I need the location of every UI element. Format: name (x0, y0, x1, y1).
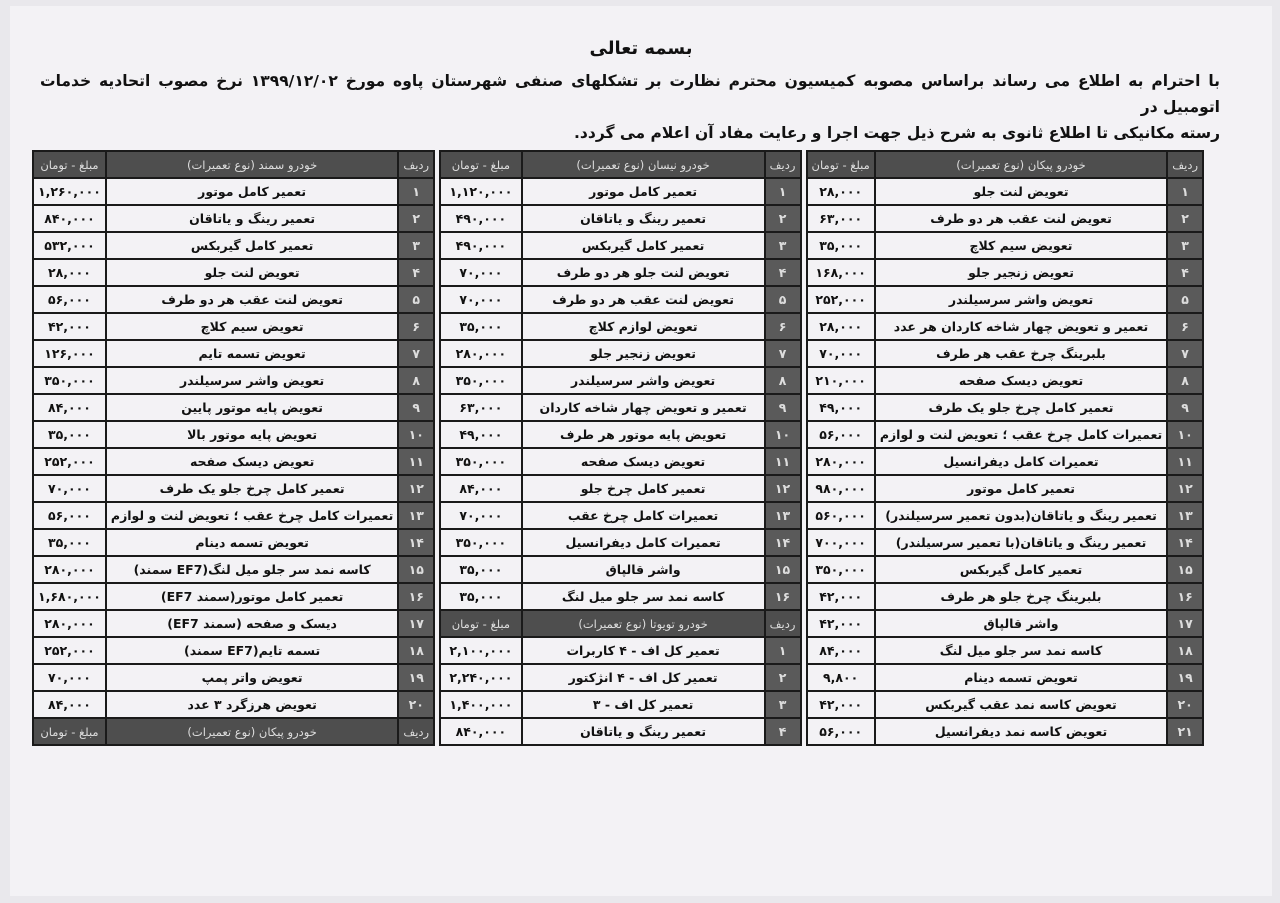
repair-price: ۴۲,۰۰۰ (807, 691, 875, 718)
table-row (807, 340, 1203, 367)
row-number: ۲۰ (398, 691, 434, 718)
repair-description: تعمیر کل اف - ۳ (522, 691, 765, 718)
repair-description: تعمیر رینگ و یاتاقان(با تعمیر سرسیلندر) (875, 529, 1167, 556)
col-price: مبلغ - تومان (440, 151, 522, 178)
repair-description: تعمیر کل اف - ۴ کاربرات (522, 637, 765, 664)
row-number: ۳ (765, 232, 801, 259)
repair-price: ۳۵۰,۰۰۰ (440, 367, 522, 394)
repair-price: ۷۰,۰۰۰ (33, 664, 106, 691)
repair-description: تعویض لوازم کلاچ (522, 313, 765, 340)
row-number: ۱۳ (1167, 502, 1203, 529)
row-number: ۸ (765, 367, 801, 394)
repair-price: ۳۵,۰۰۰ (440, 556, 522, 583)
table-row (440, 529, 800, 556)
table-row (440, 313, 800, 340)
repair-description: کاسه نمد سر جلو میل لنگ (875, 637, 1167, 664)
row-number: ۲ (765, 664, 801, 691)
repair-price: ۲۸۰,۰۰۰ (440, 340, 522, 367)
table-row (807, 664, 1203, 691)
repair-description: واشر قالپاق (875, 610, 1167, 637)
repair-description: تعویض پایه موتور بالا (106, 421, 398, 448)
row-number: ۱۱ (1167, 448, 1203, 475)
repair-price: ۴۹۰,۰۰۰ (440, 232, 522, 259)
table-row (33, 637, 434, 664)
repair-price: ۸۴۰,۰۰۰ (440, 718, 522, 745)
repair-description: تعویض تسمه تایم (106, 340, 398, 367)
repair-description: تعویض پایه موتور هر طرف (522, 421, 765, 448)
repair-description: تعمیر کل اف - ۴ انژکتور (522, 664, 765, 691)
repair-price: ۲۸۰,۰۰۰ (807, 448, 875, 475)
repair-price: ۵۶,۰۰۰ (807, 718, 875, 745)
repair-description: تعویض کاسه نمد عقب گیربکس (875, 691, 1167, 718)
repair-price: ۹۸۰,۰۰۰ (807, 475, 875, 502)
repair-description: تعمیر کامل گیربکس (106, 232, 398, 259)
repair-price: ۱۲۶,۰۰۰ (33, 340, 106, 367)
repair-description: تعمیر رینگ و یاتاقان (522, 718, 765, 745)
row-number: ۲۰ (1167, 691, 1203, 718)
table-row (440, 367, 800, 394)
row-number: ۱۳ (398, 502, 434, 529)
table-row (807, 637, 1203, 664)
table-row (807, 232, 1203, 259)
repair-description: تعمیرات کامل چرخ عقب (522, 502, 765, 529)
repair-price: ۲۱۰,۰۰۰ (807, 367, 875, 394)
repair-description: تعمیر کامل موتور (106, 178, 398, 205)
repair-price: ۱,۶۸۰,۰۰۰ (33, 583, 106, 610)
table-row (807, 691, 1203, 718)
repair-price: ۱,۲۶۰,۰۰۰ (33, 178, 106, 205)
peykan-header (807, 151, 1203, 178)
row-number: ۳ (765, 691, 801, 718)
repair-description: تعویض واشر سرسیلندر (875, 286, 1167, 313)
row-number: ۱۷ (398, 610, 434, 637)
col-radif: ردیف (765, 610, 801, 637)
table-row (807, 556, 1203, 583)
table-row (33, 313, 434, 340)
table-row (33, 178, 434, 205)
table-row (33, 340, 434, 367)
row-number: ۷ (398, 340, 434, 367)
table-row (807, 475, 1203, 502)
row-number: ۱۲ (765, 475, 801, 502)
table-row (807, 313, 1203, 340)
col-desc: خودرو پیکان (نوع تعمیرات) (875, 151, 1167, 178)
row-number: ۲ (765, 205, 801, 232)
row-number: ۵ (398, 286, 434, 313)
repair-price: ۹,۸۰۰ (807, 664, 875, 691)
repair-price: ۳۵۰,۰۰۰ (807, 556, 875, 583)
table-row (807, 178, 1203, 205)
repair-description: تعمیرات کامل چرخ عقب ؛ تعویض لنت و لوازم (875, 421, 1167, 448)
row-number: ۱۲ (398, 475, 434, 502)
nissan-toyota-table (439, 150, 801, 746)
table-row (33, 502, 434, 529)
table-row (807, 367, 1203, 394)
intro-line-1: با احترام به اطلاع می رساند براساس مصوبه کمیسیون محترم نظارت بر تشکلهای صنفی شهرستان پاوه مورخ ۱۳۹۹/۱۲/۰۲ نرخ مصوب اتحادیه خدمات اتومبیل در (40, 72, 1221, 116)
repair-price: ۷۰,۰۰۰ (807, 340, 875, 367)
row-number: ۱۰ (765, 421, 801, 448)
row-number: ۱۲ (1167, 475, 1203, 502)
repair-price: ۱,۱۲۰,۰۰۰ (440, 178, 522, 205)
row-number: ۱۴ (398, 529, 434, 556)
repair-price: ۲۸۰,۰۰۰ (33, 610, 106, 637)
repair-price: ۶۳,۰۰۰ (440, 394, 522, 421)
row-number: ۱۵ (765, 556, 801, 583)
table-row (33, 664, 434, 691)
repair-price: ۲۵۲,۰۰۰ (33, 637, 106, 664)
table-row (33, 421, 434, 448)
table-row (807, 529, 1203, 556)
row-number: ۶ (765, 313, 801, 340)
repair-price: ۳۵,۰۰۰ (807, 232, 875, 259)
repair-description: تعمیر کامل موتور(سمند EF7) (106, 583, 398, 610)
repair-price: ۴۲,۰۰۰ (807, 610, 875, 637)
row-number: ۱ (765, 637, 801, 664)
col-price: مبلغ - تومان (807, 151, 875, 178)
table-row (33, 259, 434, 286)
col-radif: ردیف (1167, 151, 1203, 178)
row-number: ۵ (765, 286, 801, 313)
repair-price: ۳۵,۰۰۰ (33, 529, 106, 556)
repair-description: بلبرینگ چرخ جلو هر طرف (875, 583, 1167, 610)
row-number: ۱۹ (1167, 664, 1203, 691)
table-row (807, 259, 1203, 286)
table-row (807, 502, 1203, 529)
repair-description: تعمیر کامل گیربکس (875, 556, 1167, 583)
row-number: ۳ (398, 232, 434, 259)
repair-price: ۴۹۰,۰۰۰ (440, 205, 522, 232)
row-number: ۷ (765, 340, 801, 367)
table-row (807, 205, 1203, 232)
repair-price: ۷۰,۰۰۰ (440, 502, 522, 529)
repair-description: تعمیر کامل موتور (875, 475, 1167, 502)
table-row (440, 718, 800, 745)
repair-description: تعویض دیسک صفحه (106, 448, 398, 475)
table-row (440, 664, 800, 691)
repair-price: ۸۴۰,۰۰۰ (33, 205, 106, 232)
repair-description: تعمیرات کامل دیفرانسیل (522, 529, 765, 556)
table-row (440, 691, 800, 718)
row-number: ۱۸ (1167, 637, 1203, 664)
row-number: ۱۹ (398, 664, 434, 691)
repair-description: تعویض لنت جلو (106, 259, 398, 286)
repair-price: ۳۵۰,۰۰۰ (33, 367, 106, 394)
table-row (33, 232, 434, 259)
row-number: ۲ (398, 205, 434, 232)
price-tables (32, 150, 1204, 746)
col-radif: ردیف (398, 151, 434, 178)
repair-price: ۸۴,۰۰۰ (440, 475, 522, 502)
repair-price: ۳۵۰,۰۰۰ (440, 529, 522, 556)
repair-price: ۴۹,۰۰۰ (807, 394, 875, 421)
repair-description: تعویض تسمه دینام (875, 664, 1167, 691)
repair-description: تعمیر رینگ و یاتاقان(بدون تعمیر سرسیلندر) (875, 502, 1167, 529)
repair-price: ۸۴,۰۰۰ (33, 691, 106, 718)
table-row (33, 475, 434, 502)
nissan-header (440, 151, 800, 178)
repair-description: تعویض هرزگرد ۳ عدد (106, 691, 398, 718)
row-number: ۷ (1167, 340, 1203, 367)
repair-price: ۴۹,۰۰۰ (440, 421, 522, 448)
row-number: ۸ (398, 367, 434, 394)
repair-description: تعمیر و تعویض چهار شاخه کاردان هر عدد (875, 313, 1167, 340)
repair-description: کاسه نمد سر جلو میل لنگ (522, 583, 765, 610)
repair-price: ۶۳,۰۰۰ (807, 205, 875, 232)
row-number: ۴ (398, 259, 434, 286)
repair-description: تعویض تسمه دینام (106, 529, 398, 556)
table-row (807, 448, 1203, 475)
table-row (33, 556, 434, 583)
table-row (807, 421, 1203, 448)
row-number: ۱۵ (398, 556, 434, 583)
table-row (440, 286, 800, 313)
row-number: ۹ (1167, 394, 1203, 421)
repair-price: ۲,۱۰۰,۰۰۰ (440, 637, 522, 664)
peykan-table (806, 150, 1204, 746)
repair-price: ۸۴,۰۰۰ (33, 394, 106, 421)
table-row (440, 232, 800, 259)
repair-price: ۵۶۰,۰۰۰ (807, 502, 875, 529)
row-number: ۳ (1167, 232, 1203, 259)
repair-price: ۸۴,۰۰۰ (807, 637, 875, 664)
repair-description: تسمه تایم(EF7 سمند) (106, 637, 398, 664)
toyota-header (440, 610, 800, 637)
repair-price: ۷۰۰,۰۰۰ (807, 529, 875, 556)
repair-price: ۲۸۰,۰۰۰ (33, 556, 106, 583)
repair-price: ۳۵,۰۰۰ (33, 421, 106, 448)
table-row (807, 718, 1203, 745)
table-row (33, 205, 434, 232)
repair-description: کاسه نمد سر جلو میل لنگ(EF7 سمند) (106, 556, 398, 583)
table-row (807, 394, 1203, 421)
row-number: ۶ (1167, 313, 1203, 340)
repair-price: ۲۵۲,۰۰۰ (807, 286, 875, 313)
repair-description: تعویض لنت عقب هر دو طرف (522, 286, 765, 313)
intro-line-2: رسته مکانیکی تا اطلاع ثانوی به شرح ذیل جهت اجرا و رعایت مفاد آن اعلام می گردد. (574, 124, 1220, 142)
table-row (33, 691, 434, 718)
row-number: ۱۱ (398, 448, 434, 475)
repair-description: تعمیر کامل چرخ جلو یک طرف (875, 394, 1167, 421)
repair-description: تعمیر کامل گیربکس (522, 232, 765, 259)
repair-description: تعویض سیم کلاچ (106, 313, 398, 340)
table-row (440, 421, 800, 448)
row-number: ۵ (1167, 286, 1203, 313)
table-row (33, 583, 434, 610)
repair-description: تعویض لنت عقب هر دو طرف (106, 286, 398, 313)
row-number: ۱۱ (765, 448, 801, 475)
repair-price: ۵۶,۰۰۰ (33, 286, 106, 313)
repair-price: ۷۰,۰۰۰ (33, 475, 106, 502)
row-number: ۱۶ (398, 583, 434, 610)
table-row (440, 583, 800, 610)
table-row (33, 394, 434, 421)
row-number: ۴ (1167, 259, 1203, 286)
table-row (33, 529, 434, 556)
row-number: ۱۰ (1167, 421, 1203, 448)
samand-header (33, 151, 434, 178)
table-row (440, 502, 800, 529)
table-row (440, 178, 800, 205)
repair-price: ۲,۲۴۰,۰۰۰ (440, 664, 522, 691)
repair-description: تعویض سیم کلاچ (875, 232, 1167, 259)
repair-price: ۱۶۸,۰۰۰ (807, 259, 875, 286)
repair-description: تعمیر رینگ و یاتاقان (106, 205, 398, 232)
repair-price: ۵۶,۰۰۰ (33, 502, 106, 529)
table-row (440, 556, 800, 583)
repair-price: ۳۵,۰۰۰ (440, 313, 522, 340)
samand-footer (33, 718, 434, 745)
repair-description: تعویض پایه موتور پایین (106, 394, 398, 421)
repair-description: تعویض واتر پمپ (106, 664, 398, 691)
repair-description: تعویض واشر سرسیلندر (522, 367, 765, 394)
col-desc: خودرو سمند (نوع تعمیرات) (106, 151, 398, 178)
repair-description: واشر قالپاق (522, 556, 765, 583)
row-number: ۱ (1167, 178, 1203, 205)
row-number: ۹ (398, 394, 434, 421)
repair-price: ۷۰,۰۰۰ (440, 286, 522, 313)
repair-description: تعویض زنجیر جلو (875, 259, 1167, 286)
row-number: ۴ (765, 718, 801, 745)
table-row (33, 286, 434, 313)
repair-description: تعویض واشر سرسیلندر (106, 367, 398, 394)
repair-description: تعمیر کامل موتور (522, 178, 765, 205)
table-row (440, 637, 800, 664)
col-desc: خودرو نیسان (نوع تعمیرات) (522, 151, 765, 178)
row-number: ۱۵ (1167, 556, 1203, 583)
row-number: ۱۷ (1167, 610, 1203, 637)
table-row (440, 205, 800, 232)
repair-price: ۲۸,۰۰۰ (807, 313, 875, 340)
repair-description: تعویض لنت جلو (875, 178, 1167, 205)
row-number: ۱۶ (765, 583, 801, 610)
repair-description: دیسک و صفحه (سمند EF7) (106, 610, 398, 637)
row-number: ۱ (398, 178, 434, 205)
repair-price: ۵۳۲,۰۰۰ (33, 232, 106, 259)
repair-description: تعمیر کامل چرخ جلو (522, 475, 765, 502)
repair-price: ۳۵,۰۰۰ (440, 583, 522, 610)
table-row (33, 610, 434, 637)
table-row (440, 340, 800, 367)
repair-description: بلبرینگ چرخ عقب هر طرف (875, 340, 1167, 367)
col-price: مبلغ - تومان (33, 718, 106, 745)
row-number: ۱۰ (398, 421, 434, 448)
repair-description: تعویض زنجیر جلو (522, 340, 765, 367)
col-radif: ردیف (398, 718, 434, 745)
table-row (33, 448, 434, 475)
repair-price: ۲۸,۰۰۰ (33, 259, 106, 286)
repair-description: تعمیرات کامل دیفرانسیل (875, 448, 1167, 475)
repair-description: تعمیر کامل چرخ جلو یک طرف (106, 475, 398, 502)
row-number: ۹ (765, 394, 801, 421)
repair-price: ۲۸,۰۰۰ (807, 178, 875, 205)
table-row (440, 259, 800, 286)
row-number: ۱ (765, 178, 801, 205)
row-number: ۱۴ (1167, 529, 1203, 556)
table-row (440, 448, 800, 475)
repair-price: ۱,۴۰۰,۰۰۰ (440, 691, 522, 718)
row-number: ۱۳ (765, 502, 801, 529)
table-row (807, 286, 1203, 313)
table-row (807, 610, 1203, 637)
row-number: ۸ (1167, 367, 1203, 394)
samand-table (32, 150, 435, 746)
col-price: مبلغ - تومان (440, 610, 522, 637)
repair-description: تعمیر و تعویض چهار شاخه کاردان (522, 394, 765, 421)
repair-price: ۴۲,۰۰۰ (33, 313, 106, 340)
row-number: ۱۶ (1167, 583, 1203, 610)
row-number: ۱۸ (398, 637, 434, 664)
repair-description: تعویض دیسک صفحه (875, 367, 1167, 394)
row-number: ۶ (398, 313, 434, 340)
repair-description: تعمیر رینگ و یاتاقان (522, 205, 765, 232)
repair-description: تعویض کاسه نمد دیفرانسیل (875, 718, 1167, 745)
row-number: ۲ (1167, 205, 1203, 232)
table-row (440, 394, 800, 421)
row-number: ۲۱ (1167, 718, 1203, 745)
repair-description: تعویض لنت جلو هر دو طرف (522, 259, 765, 286)
repair-description: تعویض لنت عقب هر دو طرف (875, 205, 1167, 232)
col-price: مبلغ - تومان (33, 151, 106, 178)
repair-price: ۵۶,۰۰۰ (807, 421, 875, 448)
document-title: بسمه تعالی (589, 38, 693, 59)
repair-price: ۴۲,۰۰۰ (807, 583, 875, 610)
table-row (807, 583, 1203, 610)
repair-price: ۲۵۲,۰۰۰ (33, 448, 106, 475)
col-desc: خودرو تویوتا (نوع تعمیرات) (522, 610, 765, 637)
repair-description: تعمیرات کامل چرخ عقب ؛ تعویض لنت و لوازم (106, 502, 398, 529)
row-number: ۱۴ (765, 529, 801, 556)
table-row (33, 367, 434, 394)
intro-paragraph (40, 68, 1220, 146)
repair-description: تعویض دیسک صفحه (522, 448, 765, 475)
col-desc: خودرو پیکان (نوع تعمیرات) (106, 718, 398, 745)
col-radif: ردیف (765, 151, 801, 178)
repair-price: ۳۵۰,۰۰۰ (440, 448, 522, 475)
table-row (440, 475, 800, 502)
repair-price: ۷۰,۰۰۰ (440, 259, 522, 286)
row-number: ۴ (765, 259, 801, 286)
